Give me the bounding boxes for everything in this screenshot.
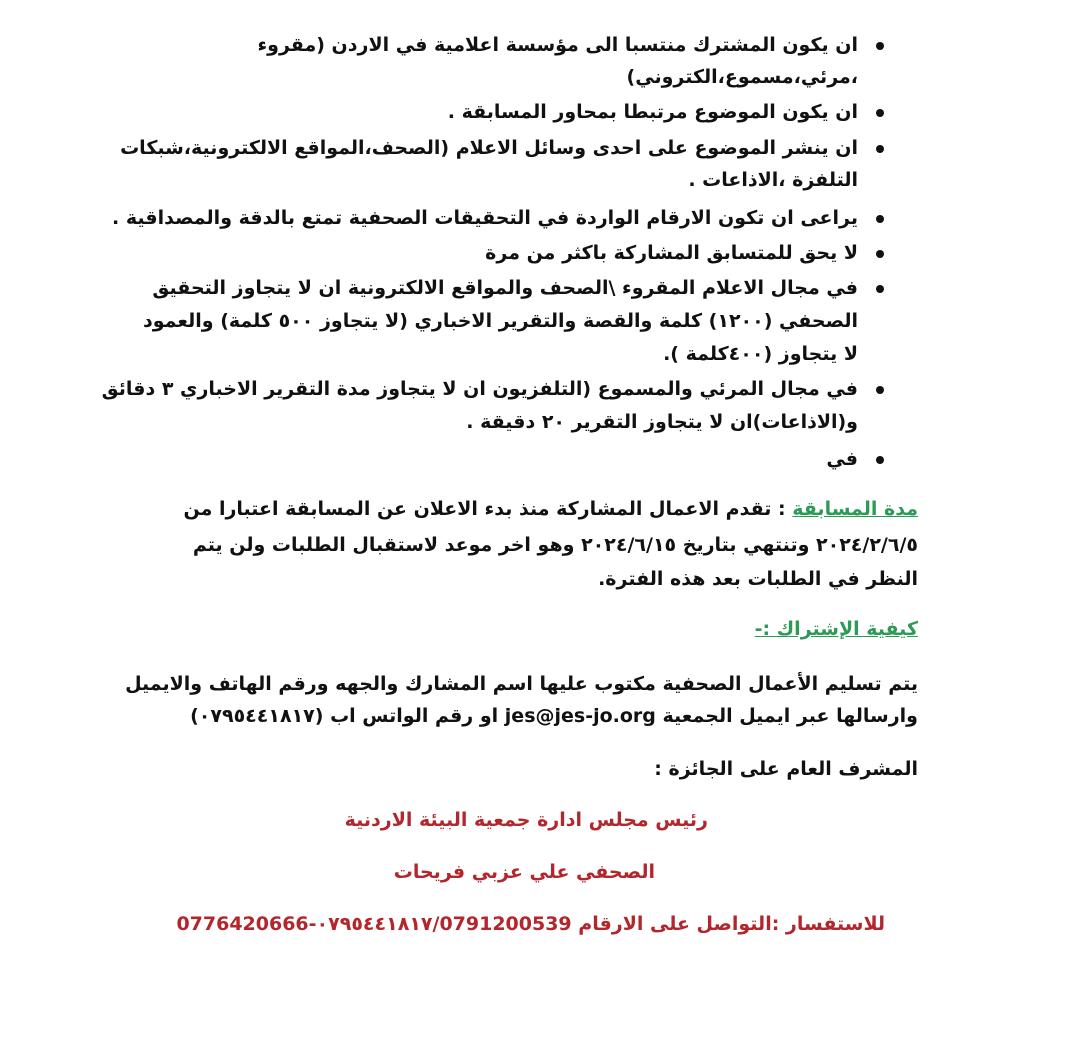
bullet-1-line-2: ،مرئي،مسموع،الكتروني) (626, 66, 858, 88)
duration-text: : تقدم الاعمال المشاركة منذ بدء الاعلان عن المسابقة اعتبارا من (183, 498, 786, 520)
bullet-dot (876, 386, 884, 394)
bullet-4-line-1: يراعى ان تكون الارقام الواردة في التحقيقات الصحفية تمتع بالدقة والمصداقية . (112, 207, 858, 229)
bullet-dot (876, 250, 884, 258)
how-to-line-1: يتم تسليم الأعمال الصحفية مكتوب عليها اسم المشارك والجهه ورقم الهاتف والايميل (125, 673, 918, 695)
bullet-8-line-1: في (826, 448, 858, 470)
bullet-7-line-1: في مجال المرئي والمسموع (التلفزيون ان لا يتجاوز مدة التقرير الاخباري ٣ دقائق (101, 378, 858, 400)
bullet-dot (876, 285, 884, 293)
how-to-line-2: وارسالها عبر ايميل الجمعية jes@jes-jo.org او رقم الواتس اب (٠٧٩٥٤٤١٨١٧) (190, 705, 918, 727)
bullet-dot (876, 456, 884, 464)
bullet-dot (876, 109, 884, 117)
bullet-5-line-1: لا يحق للمتسابق المشاركة باكثر من مرة (485, 242, 858, 264)
contact-line: للاستفسار :التواصل على الارقام ٠٧٩٥٤٤١٨١٧/0791200539-0776420666 (176, 913, 885, 935)
bullet-3-line-1: ان ينشر الموضوع على احدى وسائل الاعلام (الصحف،المواقع الالكترونية،شبكات (120, 137, 858, 159)
bullet-1-line-1: ان يكون المشترك منتسبا الى مؤسسة اعلامية في الاردن (مقروء (257, 34, 858, 56)
bullet-3-line-2: التلفزة ،الاذاعات . (688, 169, 858, 191)
bullet-dot (876, 215, 884, 223)
duration-line-1 (183, 497, 918, 521)
bullet-dot (876, 145, 884, 153)
bullet-6-line-3: لا يتجاوز (٤٠٠كلمة ). (663, 343, 858, 365)
duration-line-2: ٢٠٢٤/٢/٦/٥ وتنتهي بتاريخ ٢٠٢٤/٦/١٥ وهو اخر موعد لاستقبال الطلبات ولن يتم (192, 534, 918, 556)
bullet-7-line-2: و(الاذاعات)ان لا يتجاوز التقرير ٢٠ دقيقة . (466, 411, 858, 433)
duration-line-3: النظر في الطلبات بعد هذه الفترة. (598, 568, 918, 590)
bullet-6-line-1: في مجال الاعلام المقروء \الصحف والمواقع الالكترونية ان لا يتجاوز التحقيق (152, 277, 858, 299)
supervisor-title: رئيس مجلس ادارة جمعية البيئة الاردنية (344, 809, 708, 831)
bullet-6-line-2: الصحفي (١٢٠٠) كلمة والقصة والتقرير الاخباري (لا يتجاوز ٥٠٠ كلمة) والعمود (143, 310, 858, 332)
how-to-heading: كيفية الإشتراك :- (754, 618, 918, 640)
bullet-2-line-1: ان يكون الموضوع مرتبطا بمحاور المسابقة . (447, 101, 858, 123)
supervisor-label: المشرف العام على الجائزة : (654, 758, 918, 780)
supervisor-name: الصحفي علي عزبي فريحات (393, 861, 655, 883)
bullet-dot (876, 42, 884, 50)
duration-heading: مدة المسابقة (792, 498, 918, 520)
